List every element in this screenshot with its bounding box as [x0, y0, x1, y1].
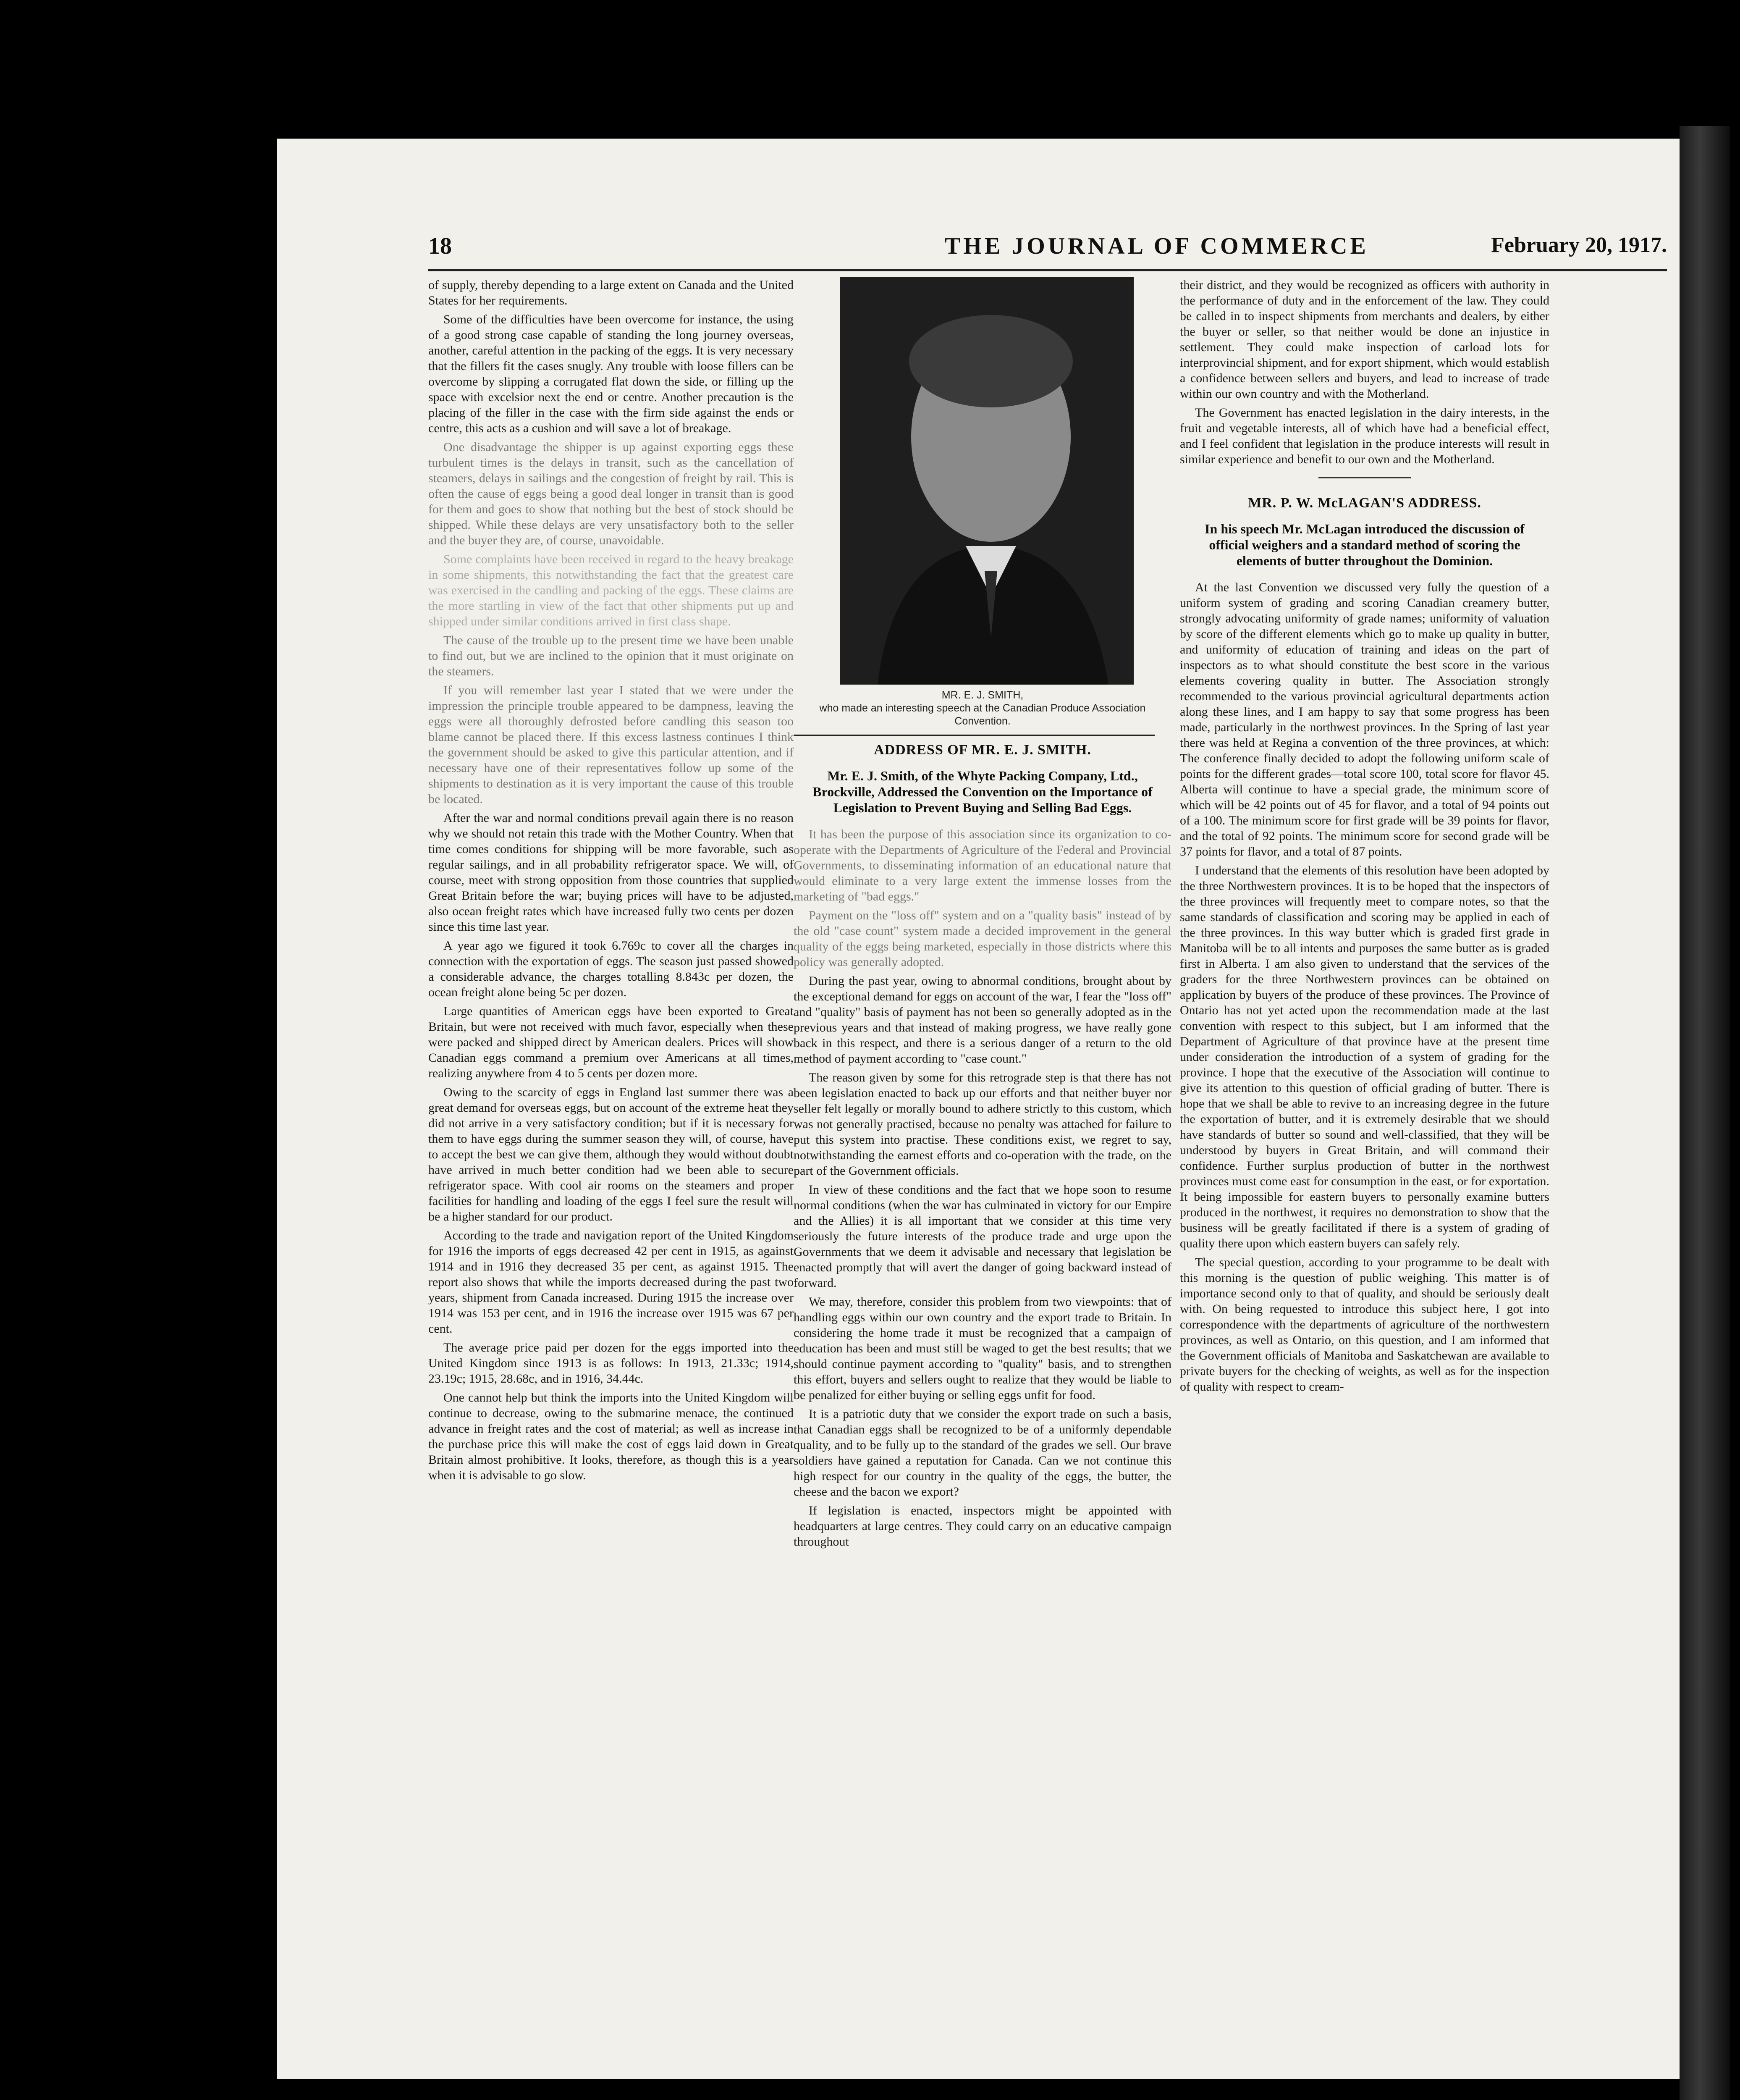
paragraph: In view of these conditions and the fact that we hope soon to resume normal conditions (when the war has culminated in victory for our Empire and the Allies) it is all important that we consider at this time very seriously the future interests of the produce trade and urge upon the Governments that we deem it advisable and necessary that legislation be enacted promptly that will avert the danger of going backward instead of forward. — [794, 1183, 1171, 1290]
paragraph: We may, therefore, consider this problem from two viewpoints: that of handling eggs within our own country and the export trade to Britain. In considering the home trade it must be recognized that a campaign of education has been and must still be waged to get the best results; that we should continue payment according to "quality" basis, and to strengthen this effort, buyers and sellers ought to realize that they would be liable to be penalized for either buying or selling eggs unfit for food. — [794, 1295, 1171, 1402]
column-left — [428, 277, 794, 2058]
paragraph: of supply, thereby depending to a large extent on Canada and the United States for her requirements. — [428, 278, 794, 307]
paragraph: their district, and they would be recognized as officers with authority in the performance of duty and in the enforcement of the law. They could be called in to inspect shipments from merchants and dealers, by either the buyer or seller, so that neither would be done an injustice in settlement. They could make inspection of carload lots for interprovincial shipment, and for export shipment, which would establish a confidence between sellers and buyers, and lead to increase of trade within our own country and with the Motherland. — [1180, 278, 1549, 401]
page-number: 18 — [428, 233, 452, 259]
paragraph: Large quantities of American eggs have been exported to Great Britain, but were not received with much favor, especially when these were packed and shipped direct by American dealers. Prices will show Canadian eggs command a premium over Americans at all times, realizing anywhere from 4 to 5 cents per dozen more. — [428, 1004, 794, 1080]
section-divider — [1318, 477, 1411, 478]
paragraph: A year ago we figured it took 6.769c to cover all the charges in connection with the exportation of eggs. The season just passed showed a considerable advance, the charges totalling 8.843c per dozen, the ocean freight alone being 5c per dozen. — [428, 939, 794, 999]
page-header — [428, 233, 1667, 266]
portrait-photo — [840, 277, 1134, 685]
paragraph: During the past year, owing to abnormal conditions, brought about by the exceptional demand for eggs on account of the war, I fear the "loss off" and "quality" basis of payment has not been so generally adopted as in the previous years and that instead of making progress, we have really gone back in this respect, and there is a serious danger of a return to the old method of payment according to "case count." — [794, 974, 1171, 1066]
paragraph: If you will remember last year I stated that we were under the impression the principle trouble appeared to be dampness, leaving the eggs were all thoroughly defrosted before candling this season too blame cannot be placed there. If this excess lastness continues I think the government should be asked to give this particular attention, and if necessary have one of their representatives follow up some of the shipments to destination as it is very important the cause of this trouble be located. — [428, 683, 794, 806]
paragraph: The cause of the trouble up to the present time we have been unable to find out, but we are inclined to the opinion that it must originate on the steamers. — [428, 633, 794, 678]
paragraph: It has been the purpose of this association since its organization to co-operate with the Departments of Agriculture of the Federal and Provincial Governments, to disseminating information of an educational nature that would eliminate to a very large extent the immense losses from the marketing of "bad eggs." — [794, 827, 1171, 903]
caption-text: who made an interesting speech at the Canadian Produce Association Convention. — [819, 702, 1146, 727]
section-rule — [794, 735, 1155, 736]
paragraph: Owing to the scarcity of eggs in England last summer there was a great demand for overseas eggs, but on account of the extreme heat they did not arrive in a very satisfactory condition; but if it is necessary for them to have eggs during the summer season they will, of course, have to accept the best we can give them, although they would without doubt have arrived in much better condition had we been able to secure refrigerator space. With cool air rooms on the steamers and proper facilities for handling and loading of the eggs I feel sure the result will be a higher standard for our product. — [428, 1085, 794, 1223]
paragraph: The reason given by some for this retrograde step is that there has not been legislation enacted to back up our efforts and that neither buyer nor seller felt legally or morally bound to adhere strictly to this custom, which was not generally practised, because no penalty was attached for failure to put this system into practise. These conditions exist, we regret to say, notwithstanding the earnest efforts and co-operation with the trade, on the part of the Government officials. — [794, 1071, 1171, 1178]
paragraph: If legislation is enacted, inspectors might be appointed with headquarters at large centres. They could carry on an educative campaign throughout — [794, 1504, 1171, 1549]
paragraph: The average price paid per dozen for the eggs imported into the United Kingdom since 1913 is as follows: In 1913, 21.33c; 1914, 23.19c; 1915, 28.68c, and in 1916, 34.44c. — [428, 1341, 794, 1386]
paragraph: The special question, according to your programme to be dealt with this morning is the question of public weighing. This matter is of importance second only to that of quality, and should be seriously dealt with. On being requested to introduce this subject here, I got into correspondence with the departments of agriculture of the northwestern provinces, as well as Ontario, on this question, and I am informed that the Government officials of Manitoba and Saskatchewan are available to private buyers for the checking of weights, as well as for the inspection of quality with respect to cream- — [1180, 1255, 1549, 1394]
newspaper-page — [277, 139, 1680, 2079]
paragraph: The Government has enacted legislation in the dairy interests, in the fruit and vegetable interests, all of which have had a beneficial effect, and I feel confident that legislation in the produce interests will result in similar experience and benefit to our own and the Motherland. — [1180, 406, 1549, 466]
paragraph: At the last Convention we discussed very fully the question of a uniform system of grading and scoring Canadian creamery butter, strongly advocating uniformity of grade names; uniformity of valuation by score of the different elements which go to make up quality in butter, and uniformity of education of training and ideas on the part of inspectors as to what should constitute the best score in the various elements covering quality in butter. The Association strongly recommended to the various provincial agricultural departments action along these lines, and I am happy to say that some progress has been made, particularly in the northwest provinces. In the Spring of last year there was held at Regina a convention of the three provinces, at which: The conference finally decided to adopt the following uniform scale of points for the different grades—total score 100, total score for flavor 45. Alberta will continue to have a special grade, the minimum score of which will be 42 points out of 45 for flavor, and a total of 94 points out of a 100. The minimum score for first grade will be 39 points for flavor, and the total of 92 points. The minimum score for second grade will be 37 points for flavor, and a total of 87 points. — [1180, 580, 1549, 858]
paragraph: According to the trade and navigation report of the United Kingdom for 1916 the imports of eggs decreased 42 per cent in 1915, as against 1914 and in 1916 they decreased 35 per cent, as against 1915. The report also shows that while the imports decreased during the past two years, shipment from Canada increased. During 1915 the increase over 1914 was 153 per cent, and in 1916 the increase over 1915 was 67 per cent. — [428, 1228, 794, 1336]
article-deck: Mr. E. J. Smith, of the Whyte Packing Company, Ltd., Brockville, Addressed the Convention on the Importance of Legislation to Prevent Buying and Selling Bad Eggs. — [812, 768, 1153, 815]
journal-title: THE JOURNAL OF COMMERCE — [945, 233, 1369, 259]
column-center — [794, 277, 1171, 1553]
paragraph: Payment on the "loss off" system and on a "quality basis" instead of by the old "case count" system made a decided improvement in the general quality of the eggs being marketed, especially in those districts where this policy was generally adopted. — [794, 908, 1171, 969]
caption-name: MR. E. J. SMITH, — [941, 689, 1024, 701]
paragraph: I understand that the elements of this resolution have been adopted by the three Northwestern provinces. It is to be hoped that the inspectors of the three provinces will frequently meet to compare notes, so that the same standards of classification and scoring may be applied in each of the three provinces. In this way butter which is graded first grade in Manitoba will be to all intents and purposes the same butter as is graded first in Alberta. I am also given to understand that the services of the graders for the three Northwestern provinces can be obtained on application by buyers of the produce of these provinces. The Province of Ontario has not yet acted upon the recommendation made at the last convention with respect to this subject, but I am informed that the Department of Agriculture of that province have at the present time under consideration the introduction of a system of grading for the province. I hope that the executive of the Association will continue to give its attention to this question of official grading of butter. There is hope that we shall be able to revive to an increasing degree in the future the exportation of butter, and it is extremely desirable that we should have standards of butter so sound and well-classified, that they will be understood by buyers in Great Britain, and will command their confidence. Further surplus production of butter in the northwest provinces must come east for consumption in the east, or for exportation. It being impossible for eastern buyers to personally examine butters produced in the northwest, it requires no demonstration to show that the business will be greatly facilitated if there is a system of grading of quality there upon which eastern buyers can safely rely. — [1180, 864, 1549, 1250]
binding-edge — [1680, 126, 1730, 2100]
issue-date: February 20, 1917. — [1491, 233, 1667, 257]
portrait-illustration — [840, 277, 1134, 685]
paragraph: Some complaints have been received in regard to the heavy breakage in some shipments, this notwithstanding the fact that the greatest care was exercised in the candling and packing of the eggs. These claims are the more startling in view of the fact that other shipments put up and shipped under similar conditions arrived in first class shape. — [428, 552, 794, 628]
article-deck: In his speech Mr. McLagan introduced the discussion of official weighers and a standard method of scoring the elements of butter throughout the Dominion. — [1205, 521, 1525, 568]
photo-caption — [794, 689, 1171, 728]
paragraph: After the war and normal conditions prevail again there is no reason why we should not retain this trade with the Mother Country. When that time comes conditions for shipping will be more favorable, such as regular sailings, and in all probability refrigerator space. We will, of course, meet with strong opposition from those countries that supplied Great Britain before the war; buying prices will have to be adjusted, also ocean freight rates which have increased fully two cents per dozen since this time last year. — [428, 811, 794, 934]
column-right — [1180, 277, 1549, 1398]
article-headline: MR. P. W. McLAGAN'S ADDRESS. — [1248, 495, 1481, 511]
paragraph: Some of the difficulties have been overcome for instance, the using of a good strong case capable of standing the long journey overseas, another, careful attention in the packing of the eggs. It is very necessary that the fillers fit the cases snugly. Any trouble with loose fillers can be overcome by slipping a corrugated flat down the side, or filling up the space with excelsior next the end or centre. Another precaution is the placing of the filler in the case with the firm side against the ends or centre, this acts as a cushion and will save a lot of breakage. — [428, 312, 794, 435]
header-rule — [428, 269, 1667, 271]
paragraph: One cannot help but think the imports into the United Kingdom will continue to decrease, owing to the submarine menace, the continued advance in freight rates and the cost of material; as well as increase in the purchase price this will make the cost of eggs laid down in Great Britain almost prohibitive. It looks, therefore, as though this is a year when it is advisable to go slow. — [428, 1391, 794, 1482]
paragraph: It is a patriotic duty that we consider the export trade on such a basis, that Canadian eggs shall be recognized to be of a uniformly dependable quality, and to be fully up to the standard of the grades we sell. Our brave soldiers have gained a reputation for Canada. Can we not continue this high respect for our country in the quality of the eggs, the butter, the cheese and the bacon we export? — [794, 1407, 1171, 1499]
article-headline: ADDRESS OF MR. E. J. SMITH. — [874, 742, 1091, 758]
paragraph: One disadvantage the shipper is up against exporting eggs these turbulent times is the delays in transit, such as the cancellation of steamers, delays in sailings and the congestion of freight by rail. This is often the cause of eggs being a good deal longer in transit than is good for them and goes to show that nothing but the best of stock should be shipped. While these delays are very unsatisfactory both to the seller and the buyer they are, of course, unavoidable. — [428, 440, 794, 547]
